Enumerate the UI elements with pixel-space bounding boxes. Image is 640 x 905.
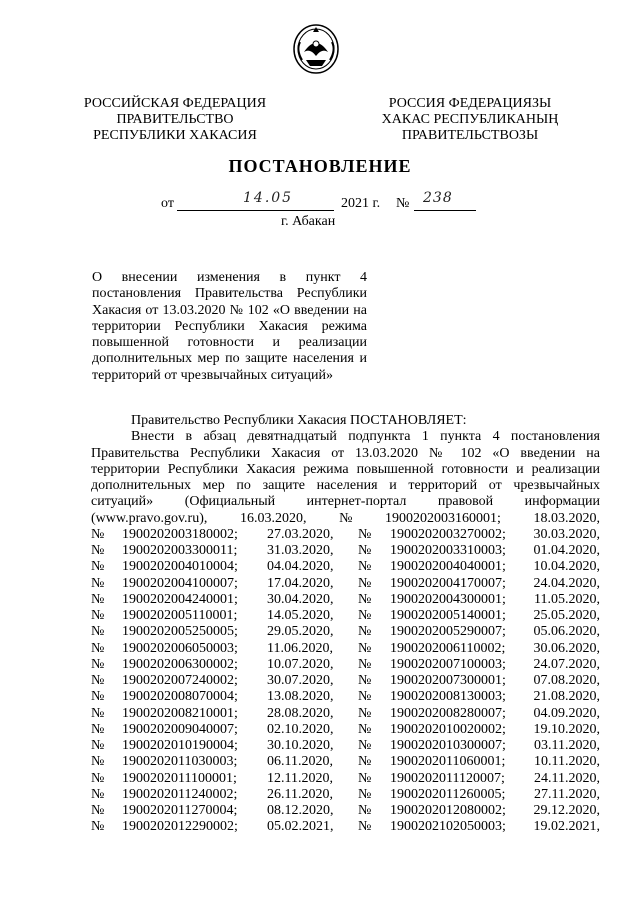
list-cell: 30.06.2020, [533, 640, 600, 656]
list-cell: 1900202011260005; [390, 786, 506, 802]
date-underline [177, 210, 334, 211]
list-cell: 29.12.2020, [533, 803, 600, 818]
list-cell: 1900202004300001; [390, 591, 506, 607]
list-cell: № [91, 689, 105, 705]
list-item [91, 576, 600, 592]
list-cell: 03.11.2020, [534, 738, 600, 753]
list-cell: № [358, 656, 372, 672]
list-cell: № [358, 721, 372, 737]
list-cell: 10.07.2020, [267, 656, 334, 672]
list-item [91, 706, 600, 722]
list-cell: 24.07.2020, [533, 656, 600, 672]
date-number-line [0, 190, 640, 216]
list-cell: 30.10.2020, [267, 738, 334, 753]
list-item [91, 527, 600, 543]
header-left-line: РОССИЙСКАЯ ФЕДЕРАЦИЯ [83, 96, 267, 111]
list-cell: 1900202008280007; [390, 705, 506, 721]
list-cell: № [358, 819, 372, 835]
subject-line: Хакасия от 13.03.2020 № 102 «О введении на [92, 302, 367, 318]
list-cell: № [91, 738, 105, 753]
list-cell: № [91, 786, 105, 802]
list-cell: № [91, 526, 105, 542]
list-cell: 19.02.2021, [533, 819, 600, 835]
list-cell: № [91, 575, 105, 591]
list-cell: № [91, 673, 105, 688]
list-cell: № [91, 705, 105, 721]
list-cell: № [91, 803, 105, 818]
year-label: 2021 г. [341, 196, 381, 211]
list-cell: 1900202011100001; [122, 770, 237, 786]
list-item [91, 673, 600, 689]
list-cell: 1900202008130003; [390, 689, 506, 705]
header-left-line: РЕСПУБЛИКИ ХАКАСИЯ [93, 128, 257, 143]
header-right-kjh [380, 96, 560, 144]
list-cell: № [91, 656, 105, 672]
list-cell: № [358, 705, 372, 721]
list-cell: 1900202011270004; [122, 803, 238, 818]
word: 18.03.2020, [533, 510, 600, 526]
list-item [91, 559, 600, 575]
list-cell: 11.06.2020, [267, 640, 333, 656]
list-cell: 21.08.2020, [533, 689, 600, 705]
list-cell: 1900202007240002; [122, 673, 238, 688]
list-cell: № [91, 770, 105, 786]
coat-of-arms-emblem [292, 22, 340, 74]
list-cell: № [358, 689, 372, 705]
list-item [91, 738, 600, 754]
word: (Официальный [184, 494, 276, 510]
list-item [91, 754, 600, 770]
list-cell: 08.12.2020, [267, 803, 334, 818]
subject-line: территории Республики Хакасия режима [92, 318, 367, 334]
city: г. Абакан [281, 214, 336, 229]
list-cell: 06.11.2020, [267, 754, 333, 770]
list-cell: 02.10.2020, [267, 721, 334, 737]
list-cell: № [91, 640, 105, 656]
list-cell: 1900202003310003; [390, 543, 506, 558]
list-cell: № [358, 575, 372, 591]
list-item [91, 689, 600, 705]
word: 16.03.2020, [239, 510, 307, 526]
paragraph-line: территории Республики Хакасия режима повышенной готовности и реализации [91, 461, 600, 477]
list-cell: 1900202102050003; [390, 819, 506, 835]
header-right-line: РОССИЯ ФЕДЕРАЦИЯЗЫ [388, 96, 552, 111]
list-item [91, 787, 600, 803]
list-cell: 1900202005250005; [122, 624, 238, 640]
list-cell: 1900202003180002; [122, 526, 238, 542]
list-item [91, 641, 600, 657]
subject-block [92, 270, 367, 384]
word: интернет-портал [306, 494, 407, 510]
list-cell: 04.09.2020, [533, 705, 600, 721]
list-cell: 1900202007100003; [390, 656, 506, 672]
word: информации [524, 494, 600, 510]
list-cell: № [91, 591, 105, 607]
subject-line: повышенной готовности и реализации [92, 335, 367, 351]
list-cell: 30.07.2020, [267, 673, 334, 688]
list-cell: 1900202008070004; [122, 689, 238, 705]
list-cell: 26.11.2020, [267, 786, 333, 802]
list-cell: № [358, 754, 372, 770]
word: 1900202003160001; [385, 510, 501, 526]
list-cell: 07.08.2020, [533, 673, 600, 688]
list-cell: № [91, 624, 105, 640]
list-cell: 1900202010020002; [390, 721, 506, 737]
list-cell: 14.05.2020, [267, 608, 334, 623]
list-cell: 24.11.2020, [534, 770, 600, 786]
header-right-line: ПРАВИТЕЛЬСТВОЗЫ [401, 128, 539, 143]
word: № [339, 510, 353, 526]
list-item [91, 771, 600, 787]
list-cell: № [91, 559, 105, 575]
document-title: ПОСТАНОВЛЕНИЕ [228, 156, 412, 176]
list-cell: 30.04.2020, [267, 591, 334, 607]
list-cell: 1900202011240002; [122, 786, 238, 802]
list-cell: 17.04.2020, [267, 575, 334, 591]
list-cell: 05.06.2020, [533, 624, 600, 640]
list-cell: 1900202010190004; [122, 738, 238, 753]
list-cell: 1900202003300011; [122, 543, 238, 558]
body-text [91, 413, 600, 836]
list-cell: 1900202011120007; [390, 770, 505, 786]
list-cell: № [91, 543, 105, 558]
paragraph-line: дополнительных мер по защите населения и территорий от чрезвычайных [91, 478, 600, 493]
list-cell: 27.11.2020, [534, 786, 600, 802]
list-cell: 12.11.2020, [267, 770, 333, 786]
list-cell: 1900202009040007; [122, 721, 238, 737]
list-cell: № [358, 738, 372, 753]
list-item [91, 657, 600, 673]
list-cell: 1900202005140001; [390, 608, 506, 623]
list-cell: 24.04.2020, [533, 575, 600, 591]
list-cell: 1900202012290002; [122, 819, 238, 835]
list-cell: 19.10.2020, [533, 721, 600, 737]
list-cell: 1900202005290007; [390, 624, 506, 640]
list-cell: № [91, 819, 105, 835]
list-cell: 1900202004010004; [122, 559, 238, 575]
word: (www.pravo.gov.ru), [91, 510, 208, 526]
list-item [91, 624, 600, 640]
list-cell: № [91, 721, 105, 737]
number-sign: № [396, 196, 410, 211]
header-left-line: ПРАВИТЕЛЬСТВО [116, 112, 234, 127]
list-cell: 1900202008210001; [122, 705, 238, 721]
list-cell: 27.03.2020, [267, 526, 334, 542]
subject-line: дополнительных мер по защите населения и [92, 351, 367, 367]
list-cell: № [358, 624, 372, 640]
list-cell: № [358, 526, 372, 542]
list-cell: 1900202007300001; [390, 673, 506, 688]
date-prefix: от [161, 196, 174, 211]
list-cell: 11.05.2020, [534, 591, 600, 607]
list-cell: 28.08.2020, [267, 705, 334, 721]
list-item [91, 608, 600, 624]
list-cell: № [358, 591, 372, 607]
list-cell: 13.08.2020, [267, 689, 334, 705]
list-cell: 25.05.2020, [533, 608, 600, 623]
word: правовой [437, 494, 494, 510]
list-cell: 1900202003270002; [390, 526, 506, 542]
list-cell: 1900202011030003; [122, 754, 238, 770]
handwritten-number: 238 [423, 190, 453, 206]
list-cell: 1900202012080002; [390, 803, 506, 818]
list-cell: № [358, 543, 372, 558]
subject-line: территорий от чрезвычайных ситуаций» [92, 367, 333, 383]
paragraph-line: Внести в абзац девятнадцатый подпункта 1 пункта 4 постановления [131, 429, 600, 445]
list-item [91, 543, 600, 559]
header-left-ru [82, 96, 268, 144]
subject-line: постановления Правительства Республики [92, 286, 367, 302]
list-cell: 10.11.2020, [534, 754, 600, 770]
list-cell: 1900202006110002; [390, 640, 506, 656]
list-cell: 1900202004170007; [390, 575, 506, 591]
list-cell: 05.02.2021, [267, 819, 334, 835]
list-cell: № [358, 673, 372, 688]
list-cell: № [91, 754, 105, 770]
list-cell: 1900202006300002; [122, 656, 238, 672]
list-cell: 1900202004040001; [390, 559, 506, 575]
list-cell: № [358, 770, 372, 786]
subject-line: О внесении изменения в пункт 4 [92, 270, 367, 285]
list-cell: № [358, 559, 372, 575]
list-cell: 1900202004240001; [122, 591, 238, 607]
handwritten-date: 14.05 [243, 190, 294, 206]
paragraph-line [91, 511, 600, 527]
list-item [91, 803, 600, 819]
list-item [91, 592, 600, 608]
paragraph-line: Правительства Республики Хакасия от 13.03.2020 № 102 «О введении на [91, 445, 600, 461]
list-item [91, 819, 600, 835]
list-cell: 30.03.2020, [533, 526, 600, 542]
list-cell: 04.04.2020, [267, 559, 334, 575]
publication-list [91, 527, 600, 836]
list-cell: 1900202006050003; [122, 640, 238, 656]
list-cell: № [91, 608, 105, 623]
word: ситуаций» [91, 494, 154, 510]
number-underline [414, 210, 476, 211]
list-cell: 29.05.2020, [267, 624, 334, 640]
header-right-line: ХАКАС РЕСПУБЛИКАНЫҢ [381, 112, 559, 127]
decree-line: Правительство Республики Хакасия ПОСТАНОВЛЯЕТ: [131, 413, 467, 428]
paragraph-line [91, 494, 600, 510]
list-cell: 01.04.2020, [533, 543, 600, 558]
list-cell: 1900202011060001; [390, 754, 506, 770]
list-cell: № [358, 803, 372, 818]
list-cell: 10.04.2020, [533, 559, 600, 575]
list-cell: № [358, 640, 372, 656]
list-cell: 1900202004100007; [122, 575, 238, 591]
list-cell: 1900202005110001; [122, 608, 238, 623]
list-cell: № [358, 608, 372, 623]
list-cell: № [358, 786, 372, 802]
list-cell: 1900202010300007; [390, 738, 506, 753]
list-item [91, 722, 600, 738]
list-cell: 31.03.2020, [267, 543, 334, 558]
